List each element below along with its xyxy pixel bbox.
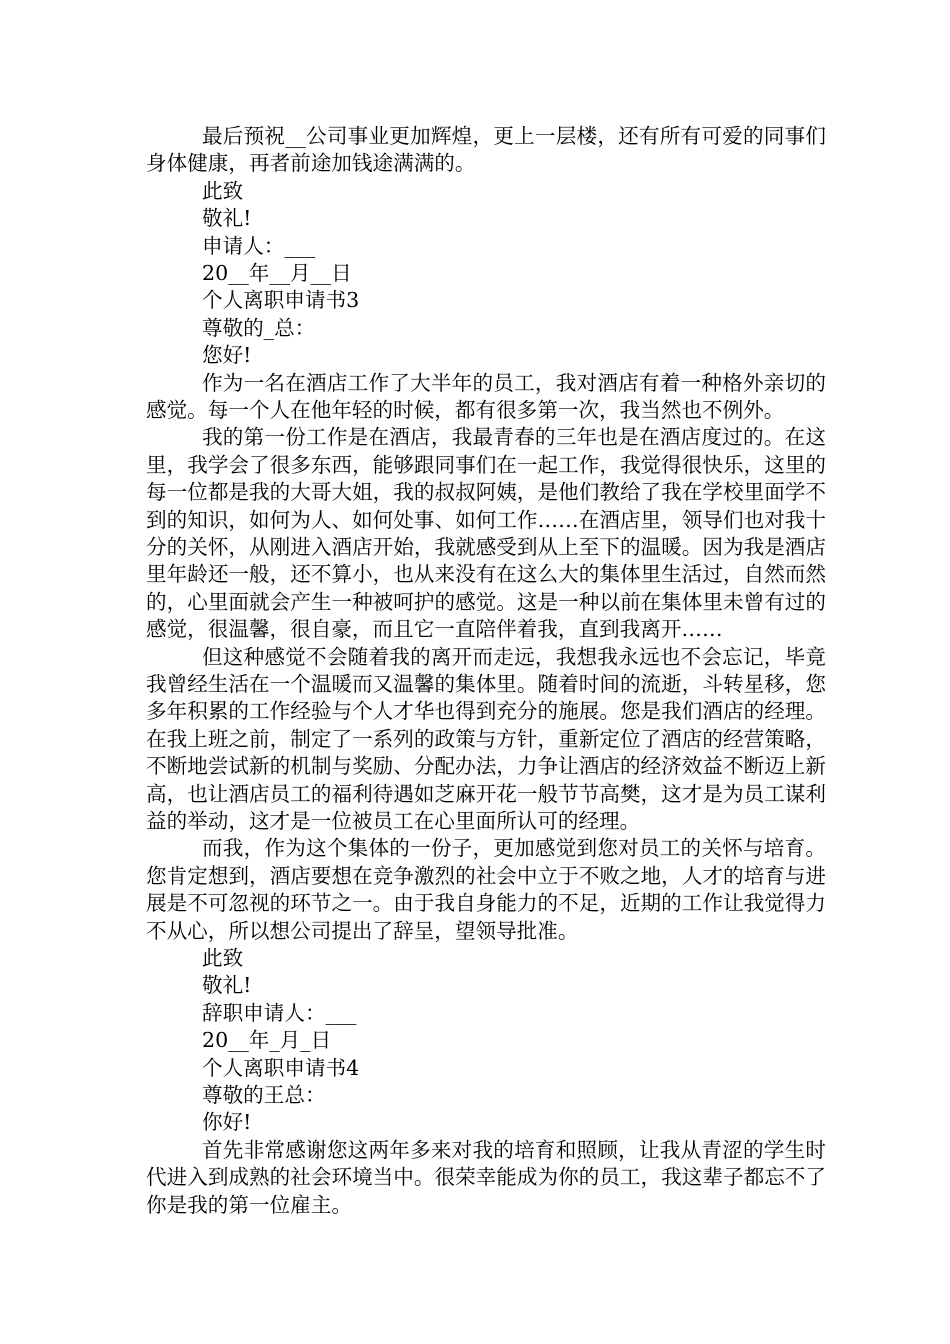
letter-3-title: 个人离职申请书3 xyxy=(202,288,360,313)
letter-3-paragraph-4: 而我，作为这个集体的一份子，更加感觉到您对员工的关怀与培育。您肯定想到，酒店要想在竞争激烈的社会中立于不败之地，人才的培育与进展是不可忽视的环节之一。由于我自身能力的不足，近期的工作让我觉得力不从心，所以想公司提出了辞呈，望领导批准。 xyxy=(146,836,826,943)
letter-3-applicant-line: 辞职申请人：___ xyxy=(202,1000,357,1025)
applicant-line: 申请人：___ xyxy=(202,233,316,258)
letter-3-salute-jingli: 敬礼! xyxy=(202,973,252,998)
salute-cizhi: 此致 xyxy=(202,178,244,203)
letter-3-date-line: 20__年_月_日 xyxy=(202,1028,332,1053)
closing-wish-paragraph: 最后预祝__公司事业更加辉煌，更上一层楼，还有所有可爱的同事们身体健康，再者前途加钱途满满的。 xyxy=(146,124,826,176)
letter-3-greeting: 您好! xyxy=(202,343,252,368)
letter-4-greeting: 你好! xyxy=(202,1110,252,1135)
date-line: 20__年__月__日 xyxy=(202,260,352,285)
letter-4-title: 个人离职申请书4 xyxy=(202,1055,360,1080)
letter-3-salute-cizhi: 此致 xyxy=(202,946,244,971)
letter-4-salutation: 尊敬的王总： xyxy=(202,1083,326,1108)
letter-3-paragraph-2: 我的第一份工作是在酒店，我最青春的三年也是在酒店度过的。在这里，我学会了很多东西，能够跟同事们在一起工作，我觉得很快乐，这里的每一位都是我的大哥大姐，我的叔叔阿姨，是他们教给了我在学校里面学不到的知识，如何为人、如何处事、如何工作……在酒店里，领导们也对我十分的关怀，从刚进入酒店开始，我就感受到从上至下的温暖。因为我是酒店里年龄还一般，还不算小，也从来没有在这么大的集体里生活过，自然而然的，心里面就会产生一种被呵护的感觉。这是一种以前在集体里未曾有过的感觉，很温馨，很自豪，而且它一直陪伴着我，直到我离开…… xyxy=(146,425,826,642)
letter-3-paragraph-1: 作为一名在酒店工作了大半年的员工，我对酒店有着一种格外亲切的感觉。每一个人在他年轻的时候，都有很多第一次，我当然也不例外。 xyxy=(146,370,826,422)
letter-3-paragraph-3: 但这种感觉不会随着我的离开而走远，我想我永远也不会忘记，毕竟我曾经生活在一个温暖而又温馨的集体里。随着时间的流逝，斗转星移，您多年积累的工作经验与个人才华也得到充分的施展。您是我们酒店的经理。在我上班之前，制定了一系列的政策与方针，重新定位了酒店的经营策略，不断地尝试新的机制与奖励、分配办法，力争让酒店的经济效益不断迈上新高，也让酒店员工的福利待遇如芝麻开花一般节节高樊，这才是为员工谋利益的举动，这才是一位被员工在心里面所认可的经理。 xyxy=(146,644,826,834)
letter-3-salutation: 尊敬的_总： xyxy=(202,315,316,340)
document-page xyxy=(146,123,826,1219)
letter-4-paragraph-1: 首先非常感谢您这两年多来对我的培育和照顾，让我从青涩的学生时代进入到成熟的社会环境当中。很荣幸能成为你的员工，我这辈子都忘不了你是我的第一位雇主。 xyxy=(146,1137,826,1217)
salute-jingli: 敬礼! xyxy=(202,206,252,231)
